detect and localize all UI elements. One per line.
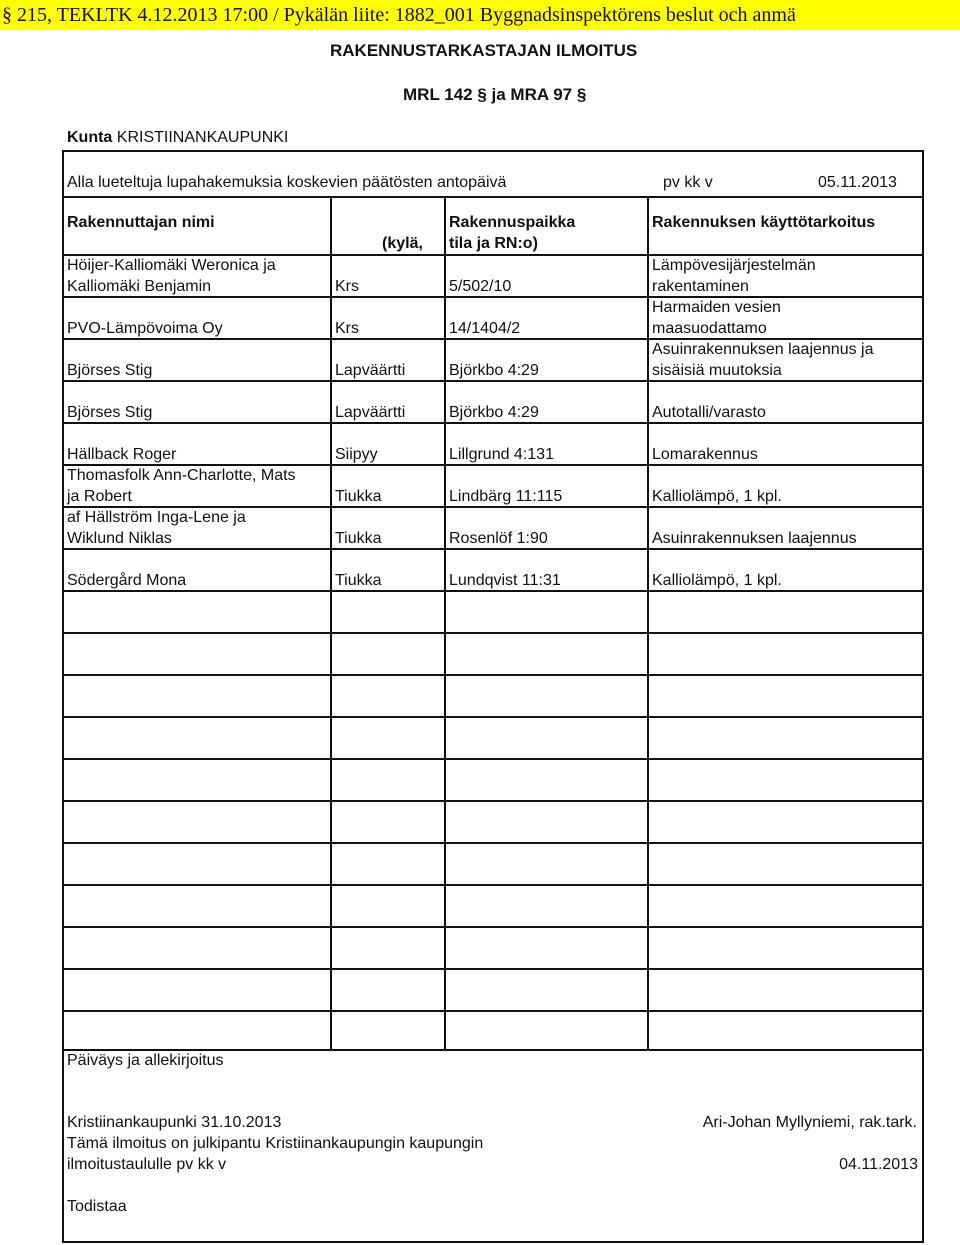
column-separator-line <box>444 196 446 1049</box>
signer-name: Ari-Johan Myllyniemi, rak.tark. <box>702 1114 917 1131</box>
frame-left-line <box>62 150 64 1242</box>
building-purpose-line: Asuinrakennuksen laajennus <box>652 530 857 547</box>
cell-building-purpose <box>652 465 782 507</box>
date-format-label: pv kk v <box>663 174 713 191</box>
cell-village: Krs <box>335 320 359 337</box>
building-purpose-line <box>652 423 758 444</box>
builder-name-line: ja Robert <box>67 488 132 505</box>
municipality-value: KRISTIINANKAUPUNKI <box>116 129 289 146</box>
building-purpose-line: Asuinrakennuksen laajennus ja <box>652 341 874 358</box>
cell-village: Lapväärtti <box>335 362 406 379</box>
cell-village: Lapväärtti <box>335 404 406 421</box>
decision-row-line <box>62 196 924 198</box>
building-purpose-line: Harmaiden vesien <box>652 299 781 316</box>
builder-name-line: Wiklund Niklas <box>67 530 172 547</box>
cell-property-id: Lillgrund 4:131 <box>449 446 554 463</box>
builder-name-line <box>67 297 223 318</box>
cell-builder-name <box>67 507 246 549</box>
building-purpose-line <box>652 507 857 528</box>
frame-right-line <box>922 150 924 1242</box>
publication-text-line1: Tämä ilmoitus on julkipantu Kristiinankaupungin kaupungin <box>67 1135 484 1152</box>
row-separator-line <box>62 674 924 676</box>
cell-property-id: 5/502/10 <box>449 278 512 295</box>
builder-name-line: PVO-Lämpövoima Oy <box>67 320 223 337</box>
cell-village: Krs <box>335 278 359 295</box>
frame-top-line <box>62 150 924 152</box>
cell-village: Tiukka <box>335 488 382 505</box>
law-reference: MRL 142 § ja MRA 97 § <box>403 85 587 104</box>
row-separator-line <box>62 926 924 928</box>
cell-village: Siipyy <box>335 446 378 463</box>
cell-builder-name <box>67 297 223 339</box>
builder-name-line <box>67 423 176 444</box>
form-title: RAKENNUSTARKASTAJAN ILMOITUS <box>330 41 638 60</box>
row-separator-line <box>62 968 924 970</box>
cell-builder-name <box>67 381 152 423</box>
builder-name-line <box>67 381 152 402</box>
builder-name-line: Hällback Roger <box>67 446 177 463</box>
row-separator-line <box>62 884 924 886</box>
row-separator-line <box>62 842 924 844</box>
page-banner <box>0 0 960 30</box>
builder-name-line <box>67 339 152 360</box>
building-purpose-line: maasuodattamo <box>652 320 767 337</box>
signature-label: Päiväys ja allekirjoitus <box>67 1052 224 1069</box>
header-building-site: Rakennuspaikka <box>449 214 576 231</box>
header-village: (kylä, <box>382 235 423 252</box>
building-purpose-line: sisäisiä muutoksia <box>652 362 782 379</box>
frame-bottom-line <box>62 1241 924 1243</box>
builder-name-line: Björses Stig <box>67 362 153 379</box>
builder-name-line: af Hällström Inga-Lene ja <box>67 509 246 526</box>
cell-building-purpose <box>652 297 781 339</box>
builder-name-line: Kalliomäki Benjamin <box>67 278 212 295</box>
header-building-purpose: Rakennuksen käyttötarkoitus <box>652 214 876 231</box>
cell-building-purpose <box>652 255 816 297</box>
row-separator-line <box>62 758 924 760</box>
decision-date-label: Alla lueteltuja lupahakemuksia koskevien päätösten antopäivä <box>67 174 507 191</box>
cell-property-id: 14/1404/2 <box>449 320 521 337</box>
cell-builder-name <box>67 549 186 591</box>
column-separator-line <box>330 196 332 1049</box>
building-purpose-line: Lämpövesijärjestelmän <box>652 257 816 274</box>
cell-building-purpose <box>652 423 758 465</box>
cell-village: Tiukka <box>335 530 382 547</box>
builder-name-line: Höijer-Kalliomäki Weronica ja <box>67 257 276 274</box>
building-purpose-line: Autotalli/varasto <box>652 404 766 421</box>
municipality-line <box>67 127 288 148</box>
cell-property-id: Björkbo 4:29 <box>449 404 539 421</box>
builder-name-line: Björses Stig <box>67 404 153 421</box>
building-purpose-line <box>652 381 766 402</box>
publication-date: 04.11.2013 <box>839 1156 918 1173</box>
row-separator-line <box>62 716 924 718</box>
cell-property-id: Rosenlöf 1:90 <box>449 530 548 547</box>
municipality-label: Kunta <box>67 129 113 146</box>
cell-building-purpose <box>652 381 766 423</box>
building-purpose-line <box>652 549 782 570</box>
builder-name-line <box>67 549 186 570</box>
cell-property-id: Lindbärg 11:115 <box>449 488 563 505</box>
building-purpose-line: rakentaminen <box>652 278 749 295</box>
banner-text: § 215, TEKLTK 4.12.2013 17:00 / Pykälän liite: 1882_001 Byggnadsinspektörens beslut och anmä <box>2 4 796 26</box>
builder-name-line: Södergård Mona <box>67 572 187 589</box>
cell-property-id: Lundqvist 11:31 <box>449 572 561 589</box>
row-separator-line <box>62 800 924 802</box>
publication-text-line2: ilmoitustaululle pv kk v <box>67 1156 227 1173</box>
cell-building-purpose <box>652 549 782 591</box>
certify-label: Todistaa <box>67 1198 127 1215</box>
cell-building-purpose <box>652 339 873 381</box>
building-purpose-line: Lomarakennus <box>652 446 758 463</box>
cell-builder-name <box>67 255 276 297</box>
building-purpose-line: Kalliolämpö, 1 kpl. <box>652 488 782 505</box>
builder-name-line: Thomasfolk Ann-Charlotte, Mats <box>67 467 296 484</box>
signing-place-date: Kristiinankaupunki 31.10.2013 <box>67 1114 282 1131</box>
header-property-id: tila ja RN:o) <box>449 235 538 252</box>
cell-builder-name <box>67 423 176 465</box>
cell-building-purpose <box>652 507 857 549</box>
cell-property-id: Björkbo 4:29 <box>449 362 539 379</box>
row-separator-line <box>62 1010 924 1012</box>
header-builder-name: Rakennuttajan nimi <box>67 214 215 231</box>
cell-village: Tiukka <box>335 572 382 589</box>
building-purpose-line: Kalliolämpö, 1 kpl. <box>652 572 782 589</box>
cell-builder-name <box>67 339 152 381</box>
decision-date: 05.11.2013 <box>818 174 897 191</box>
row-separator-line <box>62 632 924 634</box>
building-purpose-line <box>652 465 782 486</box>
column-separator-line <box>647 196 649 1049</box>
cell-builder-name <box>67 465 296 507</box>
